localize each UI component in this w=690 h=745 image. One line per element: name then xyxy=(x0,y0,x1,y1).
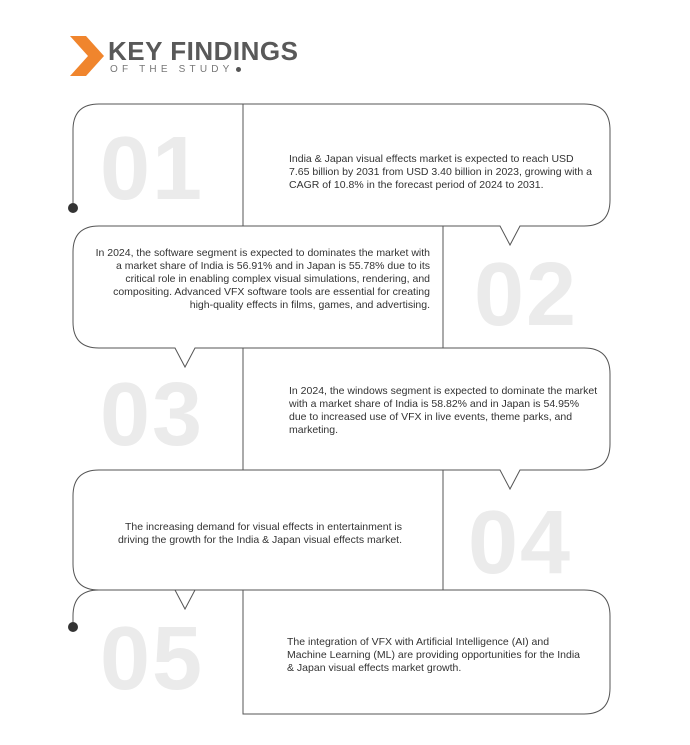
finding-text-3: In 2024, the windows segment is expected to dominate the market with a market share of India is 58.82% and in Japan is 54.95% due to increased use of VFX in live events, theme parks, and marketing. xyxy=(289,385,598,436)
finding-number-4: 04 xyxy=(468,493,573,593)
finding-number-5: 05 xyxy=(100,609,205,709)
page-subtitle-text: OF THE STUDY xyxy=(110,64,234,75)
finding-text-1: India & Japan visual effects market is expected to reach USD 7.65 billion by 2031 from USD 3.40 billion in 2023, growing with a CAGR of 10.8% in the forecast period of 2024 to 2031. xyxy=(289,153,592,191)
finding-number-2: 02 xyxy=(474,245,579,345)
finding-text-4: The increasing demand for visual effects in entertainment is driving the growth for the India & Japan visual effects market. xyxy=(117,521,402,546)
finding-text-2: In 2024, the software segment is expected to dominates the market with a market share of India is 56.91% and in Japan is 55.78% due to its critical role in enabling complex visual simulations, rendering, and compositing. Advanced VFX software tools are essential for creating high-quality effects in films, games, and advertising. xyxy=(95,247,430,311)
timeline-dot-end xyxy=(68,622,78,632)
page-title: KEY FINDINGS xyxy=(108,36,299,66)
timeline-dot-start xyxy=(68,203,78,213)
finding-text-5: The integration of VFX with Artificial Intelligence (AI) and Machine Learning (ML) are providing opportunities for the India & Japan visual effects market growth. xyxy=(287,636,581,674)
finding-number-3: 03 xyxy=(100,365,205,465)
finding-number-1: 01 xyxy=(100,119,205,219)
